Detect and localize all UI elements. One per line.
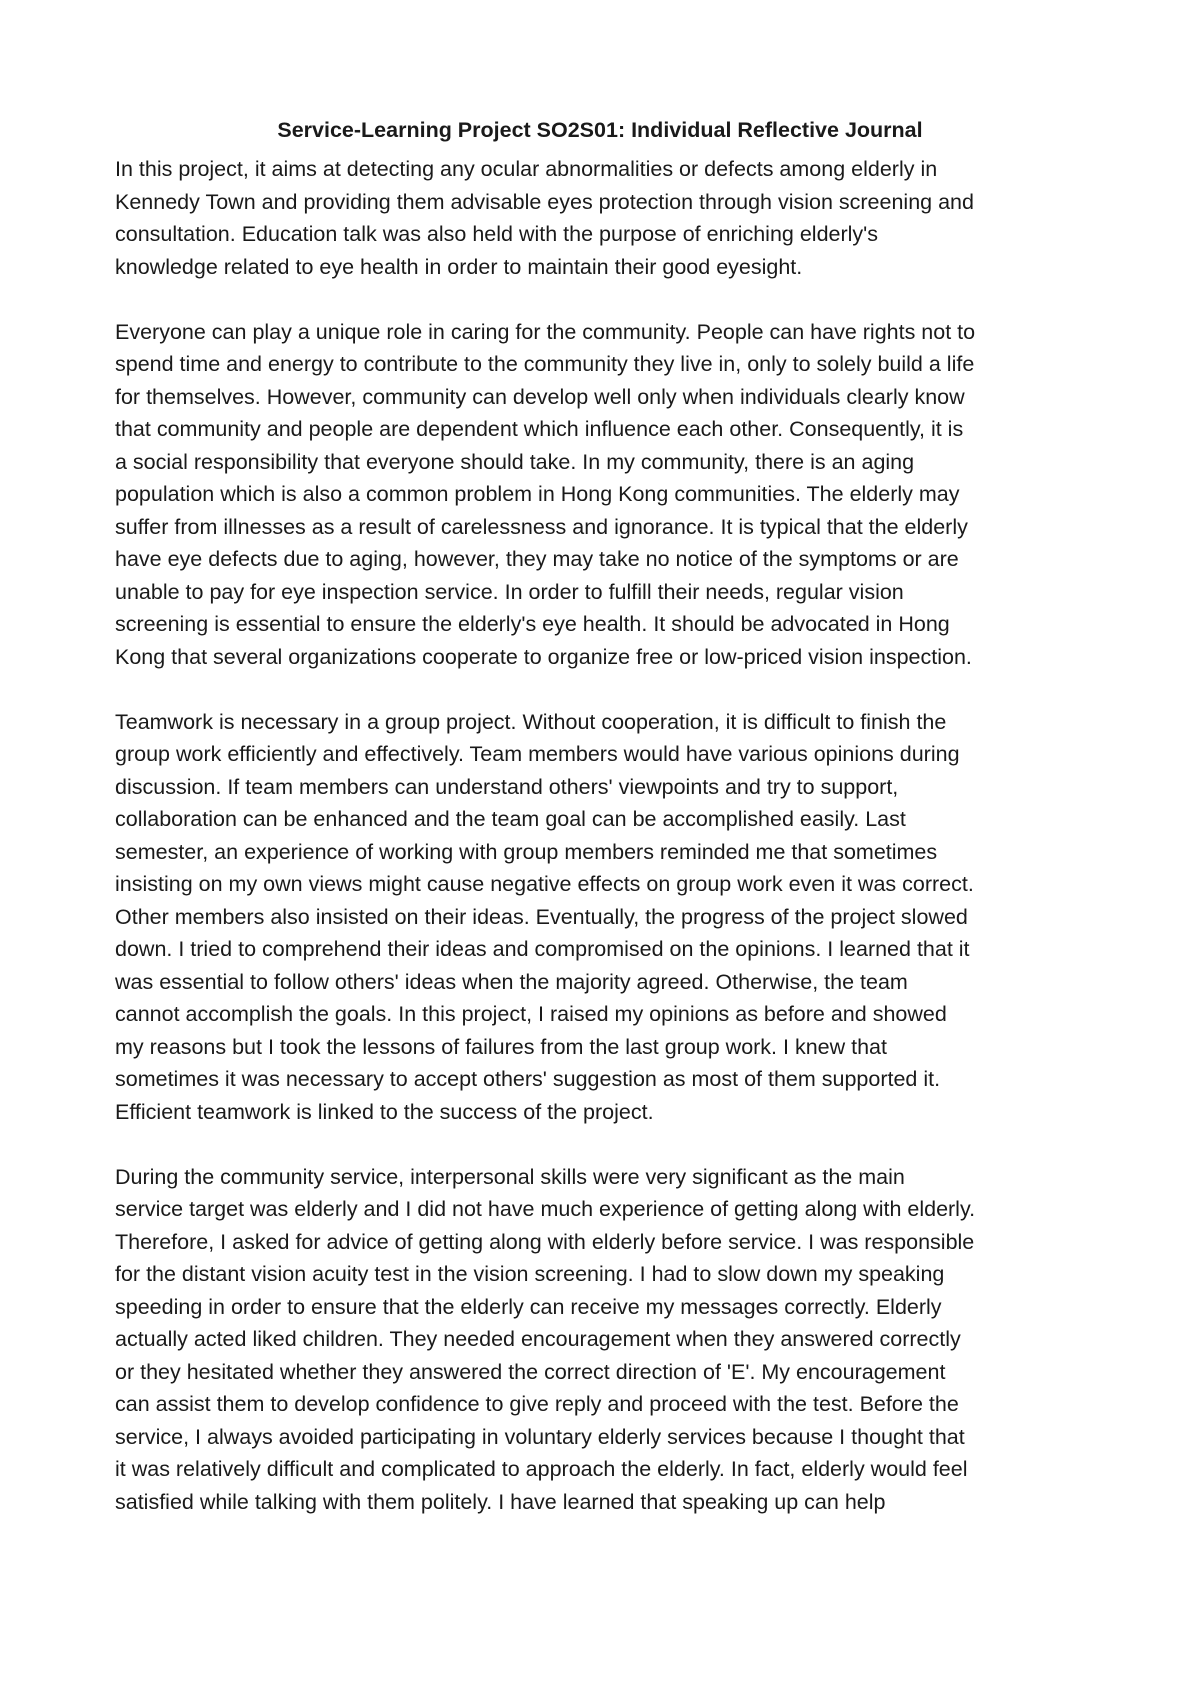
text-line: for the distant vision acuity test in the vision screening. I had to slow down my speaking	[115, 1262, 945, 1286]
text-line: spend time and energy to contribute to the community they live in, only to solely build a life	[115, 352, 975, 376]
text-line: a social responsibility that everyone should take. In my community, there is an aging	[115, 449, 915, 474]
text-line: semester, an experience of working with group members reminded me that sometimes	[115, 839, 938, 864]
text-line: actually acted liked children. They needed encouragement when they answered correctly	[115, 1327, 961, 1351]
document-title: Service-Learning Project SO2S01: Individual Reflective Journal	[277, 118, 923, 142]
text-line: In this project, it aims at detecting any ocular abnormalities or defects among elderly in	[115, 157, 938, 181]
text-line: service target was elderly and I did not have much experience of getting along with elderly.	[115, 1197, 976, 1221]
text-line: was essential to follow others' ideas when the majority agreed. Otherwise, the team	[115, 969, 908, 994]
text-line: Kong that several organizations cooperate to organize free or low-priced vision inspection.	[115, 644, 972, 669]
paragraph-intro	[115, 153, 1115, 283]
text-line: During the community service, interpersonal skills were very significant as the main	[115, 1164, 905, 1189]
text-line: satisfied while talking with them politely. I have learned that speaking up can help	[115, 1489, 886, 1514]
text-line: Kennedy Town and providing them advisable eyes protection through vision screening and	[115, 189, 974, 214]
text-line: suffer from illnesses as a result of carelessness and ignorance. It is typical that the elderly	[115, 514, 968, 539]
text-line: unable to pay for eye inspection service. In order to fulfill their needs, regular vision	[115, 579, 904, 604]
text-line: sometimes it was necessary to accept others' suggestion as most of them supported it.	[115, 1067, 941, 1091]
text-line: down. I tried to comprehend their ideas and compromised on the opinions. I learned that it	[115, 937, 970, 961]
text-line: Therefore, I asked for advice of getting along with elderly before service. I was responsible	[115, 1229, 975, 1254]
text-line: consultation. Education talk was also held with the purpose of enriching elderly's	[115, 222, 879, 246]
text-line: screening is essential to ensure the elderly's eye health. It should be advocated in Hong	[115, 612, 950, 636]
text-line: discussion. If team members can understand others' viewpoints and try to support,	[115, 774, 899, 799]
text-line: Teamwork is necessary in a group project. Without cooperation, it is difficult to finish the	[115, 709, 947, 734]
text-line: speeding in order to ensure that the elderly can receive my messages correctly. Elderly	[115, 1294, 942, 1319]
text-line: knowledge related to eye health in order to maintain their good eyesight.	[115, 254, 803, 279]
text-line: Other members also insisted on their ideas. Eventually, the progress of the project slowed	[115, 904, 968, 929]
text-line: my reasons but I took the lessons of failures from the last group work. I knew that	[115, 1034, 887, 1059]
paragraph-teamwork	[115, 706, 1115, 1129]
text-line: can assist them to develop confidence to give reply and proceed with the test. Before the	[115, 1392, 959, 1416]
text-line: service, I always avoided participating in voluntary elderly services because I thought that	[115, 1424, 965, 1449]
document-body	[115, 153, 1115, 1518]
text-line: have eye defects due to aging, however, they may take no notice of the symptoms or are	[115, 547, 959, 571]
paragraph-community	[115, 316, 1115, 674]
text-line: cannot accomplish the goals. In this project, I raised my opinions as before and showed	[115, 1002, 947, 1026]
text-line: population which is also a common problem in Hong Kong communities. The elderly may	[115, 482, 960, 506]
text-line: it was relatively difficult and complicated to approach the elderly. In fact, elderly would feel	[115, 1457, 968, 1481]
text-line: Efficient teamwork is linked to the success of the project.	[115, 1099, 654, 1124]
paragraph-service	[115, 1161, 1115, 1519]
text-line: group work efficiently and effectively. Team members would have various opinions during	[115, 742, 960, 766]
text-line: Everyone can play a unique role in caring for the community. People can have rights not to	[115, 319, 976, 344]
text-line: or they hesitated whether they answered the correct direction of 'E'. My encouragement	[115, 1359, 946, 1384]
text-line: that community and people are dependent which influence each other. Consequently, it is	[115, 417, 964, 441]
text-line: for themselves. However, community can develop well only when individuals clearly know	[115, 384, 965, 409]
text-line: insisting on my own views might cause negative effects on group work even it was correct.	[115, 872, 974, 896]
text-line: collaboration can be enhanced and the team goal can be accomplished easily. Last	[115, 807, 906, 831]
